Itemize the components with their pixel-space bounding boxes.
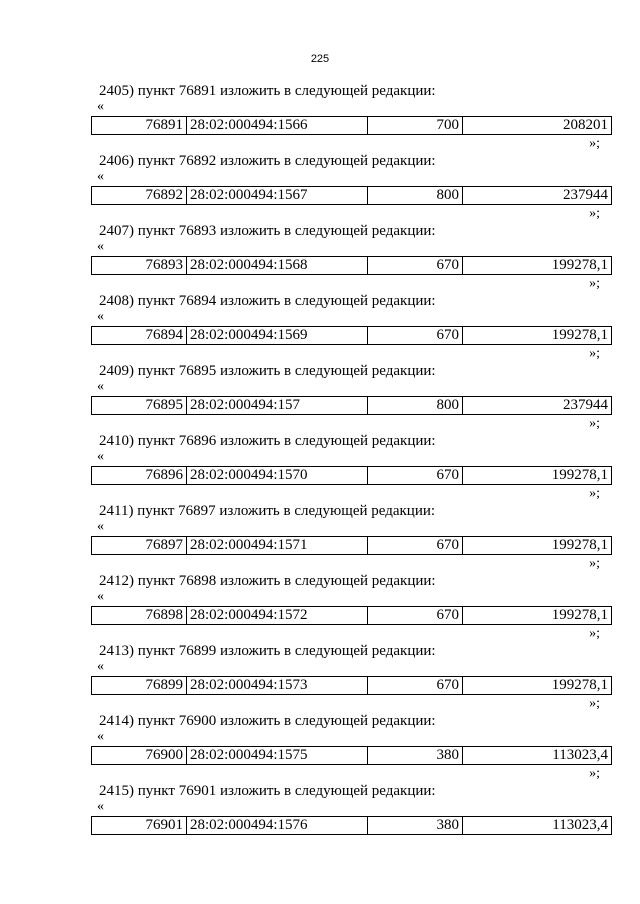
item-number-cell: 76891	[92, 117, 187, 135]
page-number: 225	[310, 53, 330, 65]
amendment-table	[91, 396, 612, 415]
item-number-cell: 76899	[92, 677, 187, 695]
amendment-item	[0, 572, 640, 642]
closing-quote: »;	[589, 346, 600, 361]
opening-quote: «	[97, 729, 104, 744]
opening-quote: «	[97, 169, 104, 184]
table-row	[92, 397, 612, 415]
amendment-heading: 2409) пункт 76895 изложить в следующей редакции:	[99, 363, 436, 379]
amendment-table	[91, 816, 612, 835]
value-cell: 113023,4	[463, 747, 612, 765]
table-row	[92, 747, 612, 765]
amendment-table	[91, 746, 612, 765]
value-cell: 208201	[463, 117, 612, 135]
closing-quote: »;	[589, 696, 600, 711]
amendment-heading: 2413) пункт 76899 изложить в следующей редакции:	[99, 643, 436, 659]
table-row	[92, 817, 612, 835]
amendment-heading: 2415) пункт 76901 изложить в следующей редакции:	[99, 783, 436, 799]
area-cell: 670	[368, 537, 463, 555]
table-row	[92, 677, 612, 695]
table-row	[92, 187, 612, 205]
amendment-item	[0, 362, 640, 432]
cadastral-number-cell: 28:02:000494:1571	[187, 537, 368, 555]
opening-quote: «	[97, 659, 104, 674]
item-number-cell: 76896	[92, 467, 187, 485]
value-cell: 237944	[463, 187, 612, 205]
amendment-table	[91, 116, 612, 135]
amendment-item	[0, 222, 640, 292]
opening-quote: «	[97, 589, 104, 604]
closing-quote: »;	[589, 766, 600, 781]
amendment-heading: 2410) пункт 76896 изложить в следующей редакции:	[99, 433, 436, 449]
table-row	[92, 327, 612, 345]
item-number-cell: 76893	[92, 257, 187, 275]
value-cell: 199278,1	[463, 467, 612, 485]
amendment-item	[0, 782, 640, 852]
area-cell: 380	[368, 817, 463, 835]
area-cell: 380	[368, 747, 463, 765]
closing-quote: »;	[589, 486, 600, 501]
item-number-cell: 76898	[92, 607, 187, 625]
value-cell: 199278,1	[463, 257, 612, 275]
item-number-cell: 76894	[92, 327, 187, 345]
value-cell: 199278,1	[463, 327, 612, 345]
cadastral-number-cell: 28:02:000494:1573	[187, 677, 368, 695]
table-row	[92, 467, 612, 485]
table-row	[92, 607, 612, 625]
cadastral-number-cell: 28:02:000494:1570	[187, 467, 368, 485]
amendment-heading: 2407) пункт 76893 изложить в следующей редакции:	[99, 223, 436, 239]
cadastral-number-cell: 28:02:000494:1576	[187, 817, 368, 835]
amendment-item	[0, 432, 640, 502]
area-cell: 700	[368, 117, 463, 135]
cadastral-number-cell: 28:02:000494:1566	[187, 117, 368, 135]
closing-quote: »;	[589, 626, 600, 641]
cadastral-number-cell: 28:02:000494:1567	[187, 187, 368, 205]
closing-quote: »;	[589, 276, 600, 291]
table-row	[92, 117, 612, 135]
amendment-heading: 2406) пункт 76892 изложить в следующей редакции:	[99, 153, 436, 169]
amendment-item	[0, 642, 640, 712]
closing-quote: »;	[589, 206, 600, 221]
area-cell: 670	[368, 467, 463, 485]
cadastral-number-cell: 28:02:000494:157	[187, 397, 368, 415]
cadastral-number-cell: 28:02:000494:1569	[187, 327, 368, 345]
amendment-heading: 2412) пункт 76898 изложить в следующей редакции:	[99, 573, 436, 589]
value-cell: 199278,1	[463, 537, 612, 555]
amendment-table	[91, 536, 612, 555]
amendment-item	[0, 712, 640, 782]
item-number-cell: 76901	[92, 817, 187, 835]
amendment-heading: 2411) пункт 76897 изложить в следующей редакции:	[99, 503, 436, 519]
amendment-list	[0, 82, 640, 852]
item-number-cell: 76892	[92, 187, 187, 205]
cadastral-number-cell: 28:02:000494:1575	[187, 747, 368, 765]
amendment-item	[0, 152, 640, 222]
table-row	[92, 537, 612, 555]
amendment-heading: 2414) пункт 76900 изложить в следующей редакции:	[99, 713, 436, 729]
item-number-cell: 76900	[92, 747, 187, 765]
item-number-cell: 76895	[92, 397, 187, 415]
value-cell: 199278,1	[463, 677, 612, 695]
amendment-table	[91, 326, 612, 345]
item-number-cell: 76897	[92, 537, 187, 555]
value-cell: 113023,4	[463, 817, 612, 835]
value-cell: 237944	[463, 397, 612, 415]
closing-quote: »;	[589, 556, 600, 571]
amendment-heading: 2408) пункт 76894 изложить в следующей редакции:	[99, 293, 436, 309]
opening-quote: «	[97, 519, 104, 534]
opening-quote: «	[97, 799, 104, 814]
opening-quote: «	[97, 239, 104, 254]
amendment-table	[91, 466, 612, 485]
opening-quote: «	[97, 99, 104, 114]
amendment-heading: 2405) пункт 76891 изложить в следующей редакции:	[99, 83, 436, 99]
amendment-table	[91, 676, 612, 695]
area-cell: 670	[368, 327, 463, 345]
amendment-table	[91, 186, 612, 205]
area-cell: 670	[368, 607, 463, 625]
area-cell: 670	[368, 257, 463, 275]
opening-quote: «	[97, 309, 104, 324]
amendment-item	[0, 82, 640, 152]
table-row	[92, 257, 612, 275]
area-cell: 800	[368, 397, 463, 415]
amendment-item	[0, 502, 640, 572]
opening-quote: «	[97, 379, 104, 394]
amendment-table	[91, 606, 612, 625]
amendment-item	[0, 292, 640, 362]
value-cell: 199278,1	[463, 607, 612, 625]
cadastral-number-cell: 28:02:000494:1572	[187, 607, 368, 625]
amendment-table	[91, 256, 612, 275]
area-cell: 800	[368, 187, 463, 205]
closing-quote: »;	[589, 416, 600, 431]
opening-quote: «	[97, 449, 104, 464]
cadastral-number-cell: 28:02:000494:1568	[187, 257, 368, 275]
area-cell: 670	[368, 677, 463, 695]
closing-quote: »;	[589, 136, 600, 151]
